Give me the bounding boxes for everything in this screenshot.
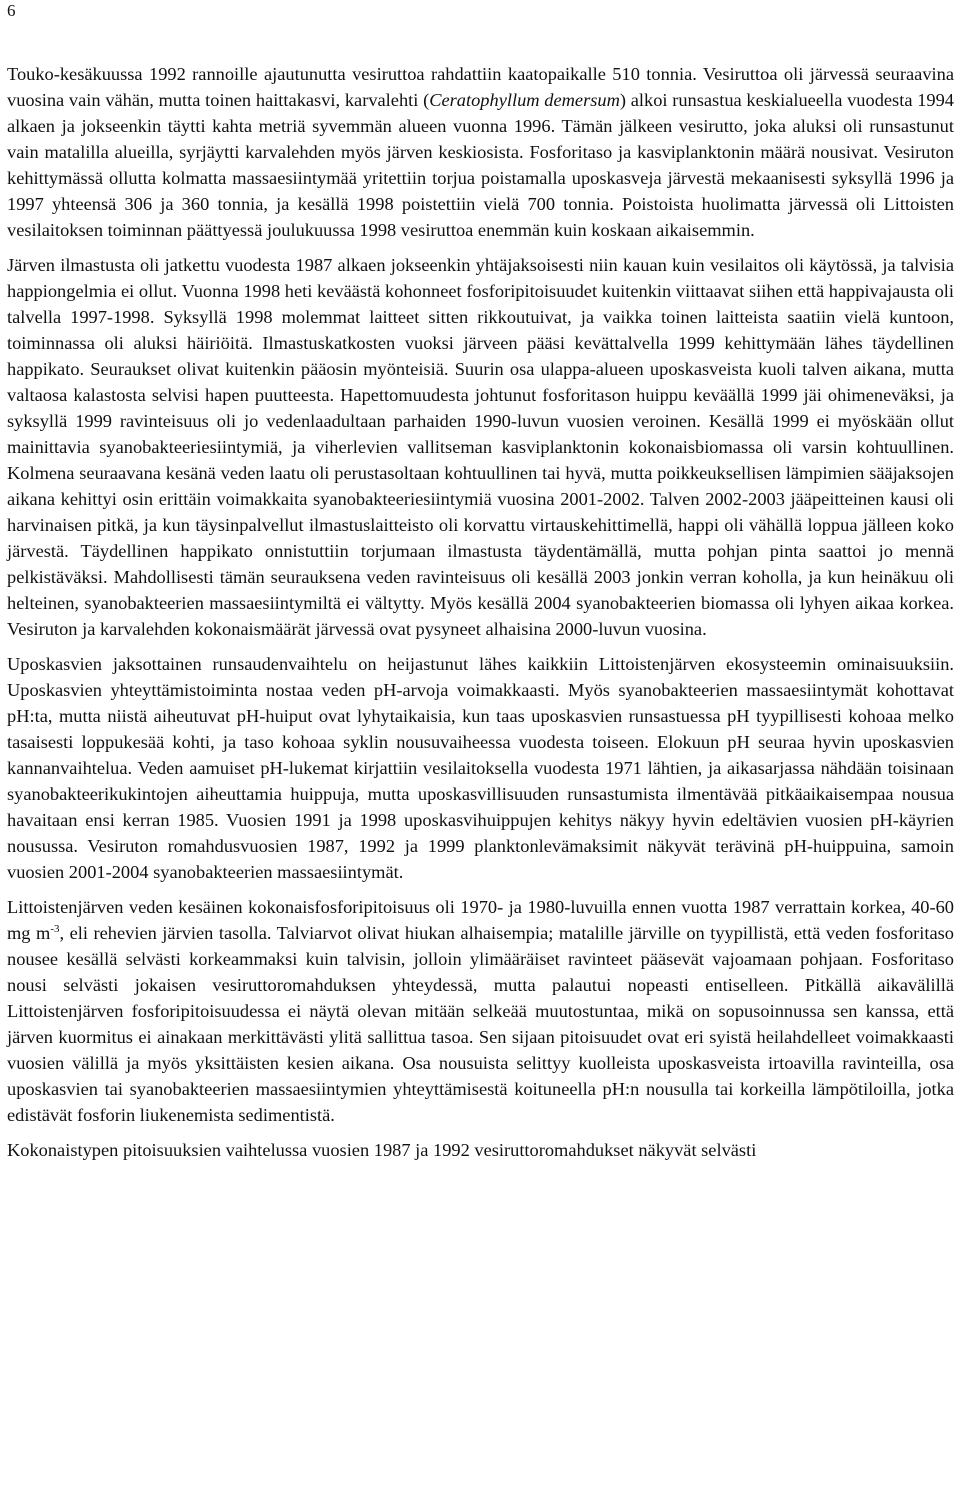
paragraph-text: Touko-kesäkuussa 1992 rannoille ajautunutta vesiruttoa rahdattiin kaatopaikalle 510 tonnia. Vesiruttoa oli järvessä seuraavina vuosina vain vähän, mutta toinen haittakasvi, karvalehti ( <box>7 64 954 110</box>
paragraph-aeration: Järven ilmastusta oli jatkettu vuodesta 1987 alkaen jokseenkin yhtäjaksoisesti niin kauan kuin vesilaitos oli käytössä, ja talvisia happiongelmia ei ollut. Vuonna 1998 heti keväästä kohonneet fosforipitoisuudet kuitenkin viittaavat siihen että happivajausta oli talvella 1997-1998. Syksyllä 1998 molemmat laitteet sitten rikkoutuivat, ja vaikka toinen laitteista saatiin vielä kuntoon, toiminnassa oli aluksi häiriöitä. Ilmastuskatkosten vuoksi järveen pääsi kevättalvella 1999 kehittymään lähes täydellinen happikato. Seuraukset olivat kuitenkin pääosin myönteisiä. Suurin osa ulappa-alueen uposkasveista kuoli talven aikana, mutta valtaosa kalastosta selvisi hapen puutteesta. Hapettomuudesta johtunut fosforitason huippu keväällä 1999 jäi ohimeneväksi, ja syksyllä 1999 ravinteisuus oli jo vedenlaadultaan parhaiden 1990-luvun vuosien veroinen. Kesällä 1999 ei myöskään ollut mainittavia syanobakteeriesiintymiä, ja viherlevien vallitseman kasviplanktonin kokonaisbiomassa oli varsin kohtuullinen. Kolmena seuraavana kesänä veden laatu oli perustasoltaan kohtuullinen tai hyvä, mutta poikkeuksellisen lämpimien sääjaksojen aikana kehittyi osin erittäin voimakkaita syanobakteeriesiintymiä vuosina 2001-2002. Talven 2002-2003 jääpeitteinen kausi oli harvinaisen pitkä, ja kun täysinpalvellut ilmastuslaitteisto oli korvattu virtauskehittimellä, happi oli vähällä loppua jälleen koko järvestä. Täydellinen happikato onnistuttiin torjumaan ilmastusta täydentämällä, mutta pohjan pinta saattoi jo mennä pelkistäväksi. Mahdollisesti tämän seurauksena veden ravinteisuus oli kesällä 2003 jonkin verran koholla, ja kun heinäkuu oli helteinen, syanobakteerien massaesiintymiltä ei vältytty. Myös kesällä 2004 syanobakteerien biomassa oli lyhyen aikaa korkea. Vesiruton ja karvalehden kokonaismäärät järvessä ovat pysyneet alhaisina 2000-luvun vuosina. <box>7 255 954 639</box>
page-number: 6 <box>7 1 16 20</box>
paragraph-text: ) alkoi runsastua keskialueella vuodesta 1994 alkaen ja jokseenkin täytti kahta metriä syvemmän alueen vuonna 1996. Tämän jälkeen vesirutto, joka aluksi oli runsastunut vain matalilla alueilla, syrjäytti karvalehden myös järven keskiosista. Fosforitaso ja kasviplanktonin määrä nousivat. Vesiruton kehittymässä ollutta kolmatta massaesiintymää yritettiin torjua poistamalla uposkasveja järvestä mekaanisesti syksyllä 1996 ja 1997 yhteensä 306 ja 360 tonnia, ja kesällä 1998 poistettiin vielä 700 tonnia. Poistoista huolimatta järvessä oli Littoisten vesilaitoksen toiminnan päättyessä joulukuussa 1998 vesiruttoa enemmän kuin koskaan aikaisemmin. <box>7 90 954 240</box>
unit-exponent: -3 <box>50 923 60 935</box>
paragraph-phosphorus <box>7 894 954 1128</box>
paragraph-vesirutto-history <box>7 61 954 243</box>
paragraph-nitrogen: Kokonaistypen pitoisuuksien vaihtelussa vuosien 1987 ja 1992 vesiruttoromahdukset näkyvät selvästi <box>7 1140 757 1160</box>
paragraph-text: Littoistenjärven veden kesäinen kokonaisfosforipitoisuus oli 1970- ja 1980-luvuilla ennen vuotta 1987 verrattain korkea, 40-60 mg m <box>7 897 954 943</box>
paragraph-text: , eli rehevien järvien tasolla. Talviarvot olivat hiukan alhaisempia; matalille järville on tyypillistä, että veden fosforitaso nousee kesällä selvästi korkeammaksi kuin talvisin, jolloin ylimääräiset ravinteet pääsevät vajoamaan pohjaan. Fosforitaso nousi selvästi jokaisen vesiruttoromahduksen yhteydessä, mutta palautui nopeasti entiselleen. Pitkällä aikavälillä Littoistenjärven fosforipitoisuudessa ei näytä olevan mitään selkeää muutostuntaa, mikä on sopusoinnussa sen kanssa, että järven kuormitus ei ainakaan merkittävästi ylitä sallittua tasoa. Sen sijaan pitoisuudet ovat eri syistä heilahdelleet voimakkaasti vuosien välillä ja myös yksittäisten kesien aikana. Osa nousuista selittyy kuolleista uposkasveista irtoavilla ravinteilla, osa uposkasvien tai syanobakteerien massaesiintymien yhteyttämisestä koituneella pH:n nousulla tai korkeilla lämpötiloilla, jotka edistävät fosforin liukenemista sedimentistä. <box>7 923 955 1125</box>
body-text <box>7 61 954 1163</box>
species-name: Ceratophyllum demersum <box>429 90 620 110</box>
paragraph-ph: Uposkasvien jaksottainen runsaudenvaihtelu on heijastunut lähes kaikkiin Littoistenjärven ekosysteemin ominaisuuksiin. Uposkasvien yhteyttämistoiminta nostaa veden pH-arvoja voimakkaasti. Myös syanobakteerien massaesiintymät kohottavat pH:ta, mutta niistä aiheutuvat pH-huiput ovat lyhytaikaisia, kun taas uposkasvien runsastuessa pH tyypillisesti kohoaa melko tasaisesti loppukesää kohti, ja taso kohoaa syklin nousuvaiheessa vuodesta toiseen. Elokuun pH seuraa hyvin uposkasvien kannanvaihtelua. Veden aamuiset pH-lukemat kirjattiin vesilaitoksella vuodesta 1971 lähtien, ja aikasarjassa nähdään toisinaan syanobakteerikukintojen aiheuttamia huippuja, mutta uposkasvillisuuden runsastumista ilmentävää pitkäaikaisempaa nousua havaitaan ensi kerran 1985. Vuosien 1991 ja 1998 uposkasvihuippujen kehitys näkyy hyvin edeltävien vuosien pH-käyrien nousussa. Vesiruton romahdusvuosien 1987, 1992 ja 1999 planktonlevämaksimit näkyvät terävinä pH-huippuina, samoin vuosien 2001-2004 syanobakteerien massaesiintymät. <box>7 654 954 882</box>
